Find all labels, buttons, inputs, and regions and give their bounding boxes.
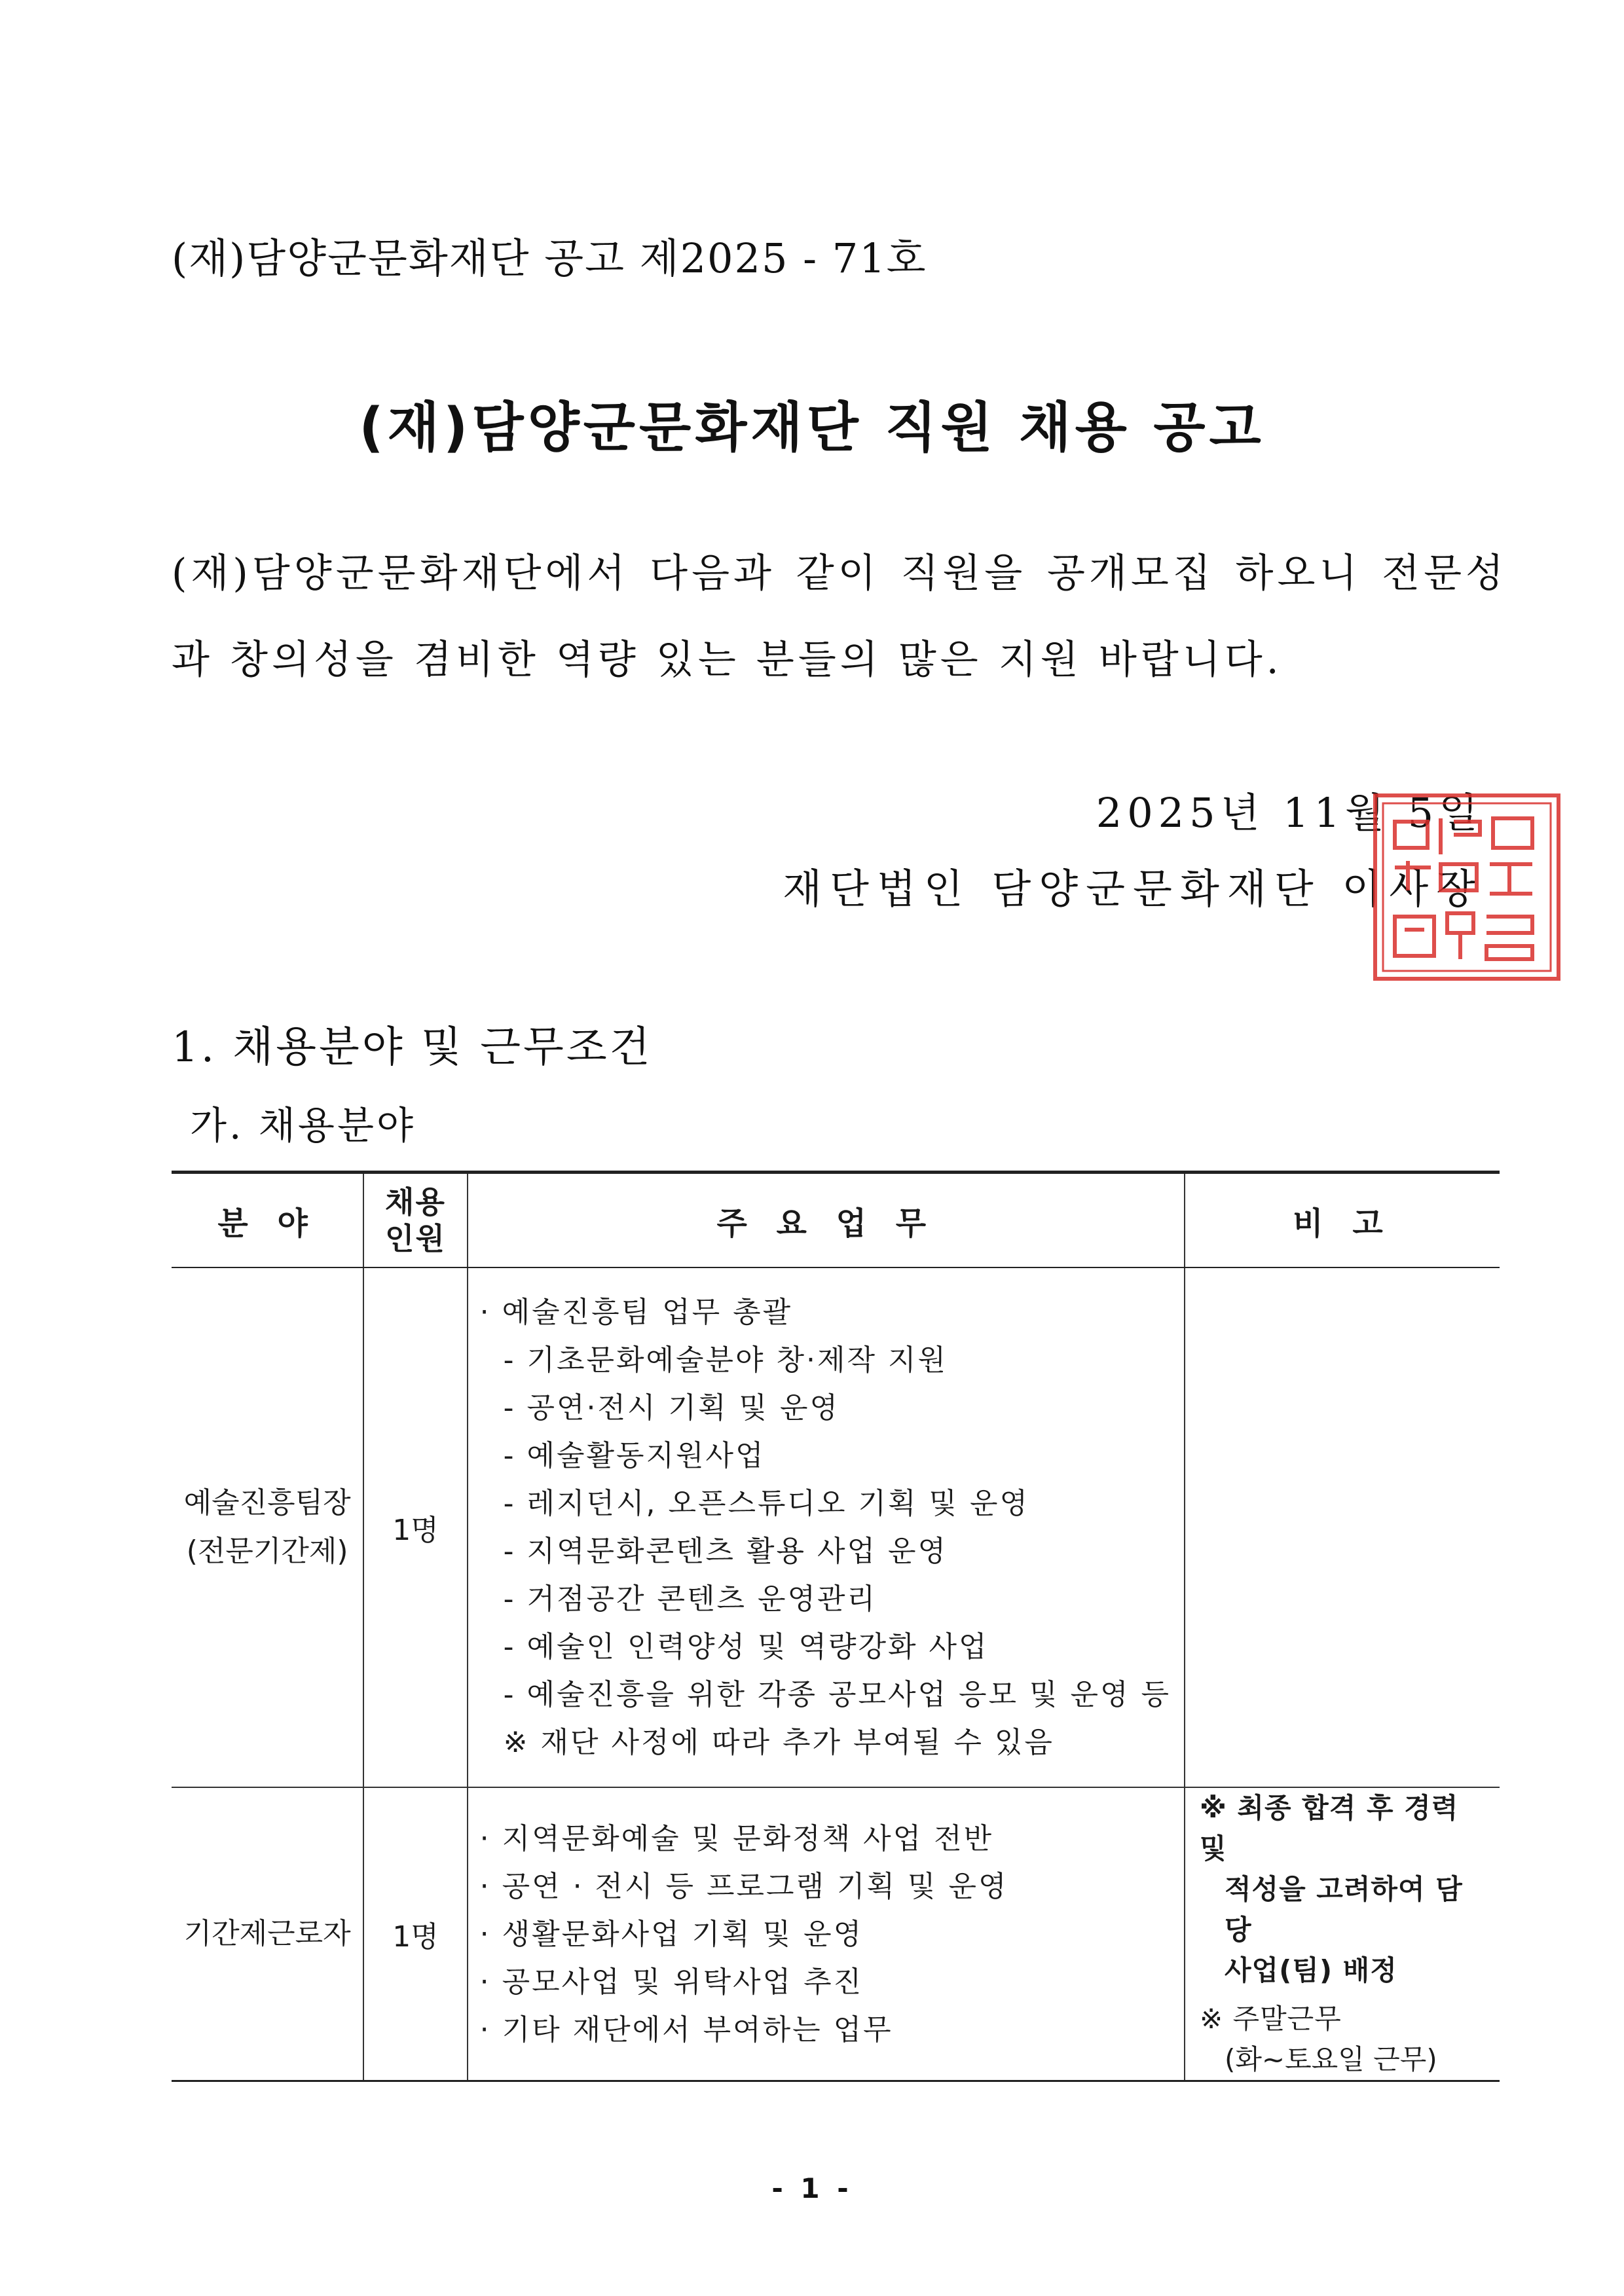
duty-item: · 지역문화예술 및 문화정책 사업 전반 bbox=[479, 1821, 994, 1855]
issuer-name: 재단법인 담양군문화재단 이사장 bbox=[783, 865, 1483, 913]
remark-line: 사업(팀) 배정 bbox=[1224, 1954, 1397, 1986]
headcount-cell: 1명 bbox=[363, 1267, 467, 1787]
document-title: (재)담양군문화재단 직원 채용 공고 bbox=[359, 397, 1265, 459]
header-count-line2: 인원 bbox=[385, 1221, 446, 1256]
remark-line: ※ 주말근무 bbox=[1199, 2003, 1342, 2035]
duty-note: ※ 재단 사정에 따라 추가 부여될 수 있음 bbox=[503, 1726, 1054, 1759]
duty-item: · 공모사업 및 위탁사업 추진 bbox=[479, 1965, 864, 1999]
header-duties: 주 요 업 무 bbox=[468, 1173, 1185, 1268]
section-heading: 1. 채용분야 및 근무조건 bbox=[172, 1023, 653, 1072]
duty-item: - 공연·전시 기획 및 운영 bbox=[503, 1391, 840, 1425]
duty-item: - 예술진흥을 위한 각종 공모사업 응모 및 운영 등 bbox=[503, 1678, 1171, 1711]
field-cell bbox=[172, 1787, 363, 2081]
headcount-cell: 1명 bbox=[363, 1787, 467, 2081]
section-subheading: 가. 채용분야 bbox=[190, 1103, 416, 1148]
duty-item: · 예술진흥팀 업무 총괄 bbox=[479, 1296, 793, 1329]
duties-cell bbox=[468, 1267, 1185, 1787]
duty-item: - 예술활동지원사업 bbox=[503, 1439, 766, 1472]
duty-item: - 기초문화예술분야 창·제작 지원 bbox=[503, 1343, 948, 1377]
table-row bbox=[172, 1787, 1500, 2081]
remark-cell bbox=[1185, 1267, 1500, 1787]
duty-item: · 공연 · 전시 등 프로그램 기획 및 운영 bbox=[479, 1869, 1008, 1903]
field-name: 기간제근로자 bbox=[183, 1917, 351, 1950]
header-count-line1: 채용 bbox=[385, 1184, 446, 1220]
table-row bbox=[172, 1267, 1500, 1787]
field-type: (전문기간제) bbox=[186, 1535, 348, 1568]
header-remarks: 비 고 bbox=[1185, 1173, 1500, 1268]
duty-item: - 지역문화콘텐츠 활용 사업 운영 bbox=[503, 1535, 948, 1568]
notice-number: (재)담양군문화재단 공고 제2025 - 71호 bbox=[172, 234, 927, 282]
official-seal-icon bbox=[1369, 789, 1565, 985]
intro-paragraph: (재)담양군문화재단에서 다음과 같이 직원을 공개모집 하오니 전문성과 창의성을 겸비한 역량 있는 분들의 많은 지원 바랍니다. bbox=[172, 551, 1507, 683]
duty-item: - 거점공간 콘텐츠 운영관리 bbox=[503, 1582, 877, 1616]
duty-item: · 기타 재단에서 부여하는 업무 bbox=[479, 2013, 893, 2047]
duty-item: · 생활문화사업 기획 및 운영 bbox=[479, 1917, 864, 1951]
remark-line: (화~토요일 근무) bbox=[1224, 2043, 1437, 2075]
duty-item: - 예술인 인력양성 및 역량강화 사업 bbox=[503, 1630, 989, 1664]
remark-line: 적성을 고려하여 담당 bbox=[1224, 1873, 1463, 1946]
duty-item: - 레지던시, 오픈스튜디오 기획 및 운영 bbox=[503, 1487, 1029, 1520]
duties-cell bbox=[468, 1787, 1185, 2081]
announcement-date: 2025년 11월 5일 bbox=[1096, 789, 1483, 837]
header-field: 분 야 bbox=[172, 1173, 363, 1268]
field-name: 예술진흥팀장 bbox=[183, 1486, 351, 1520]
field-cell bbox=[172, 1267, 363, 1787]
recruitment-table bbox=[172, 1171, 1500, 2082]
remark-cell bbox=[1185, 1787, 1500, 2081]
table-header-row bbox=[172, 1173, 1500, 1268]
header-count bbox=[363, 1173, 467, 1268]
remark-line: ※ 최종 합격 후 경력 및 bbox=[1199, 1792, 1459, 1865]
page-number: - 1 - bbox=[771, 2172, 853, 2204]
